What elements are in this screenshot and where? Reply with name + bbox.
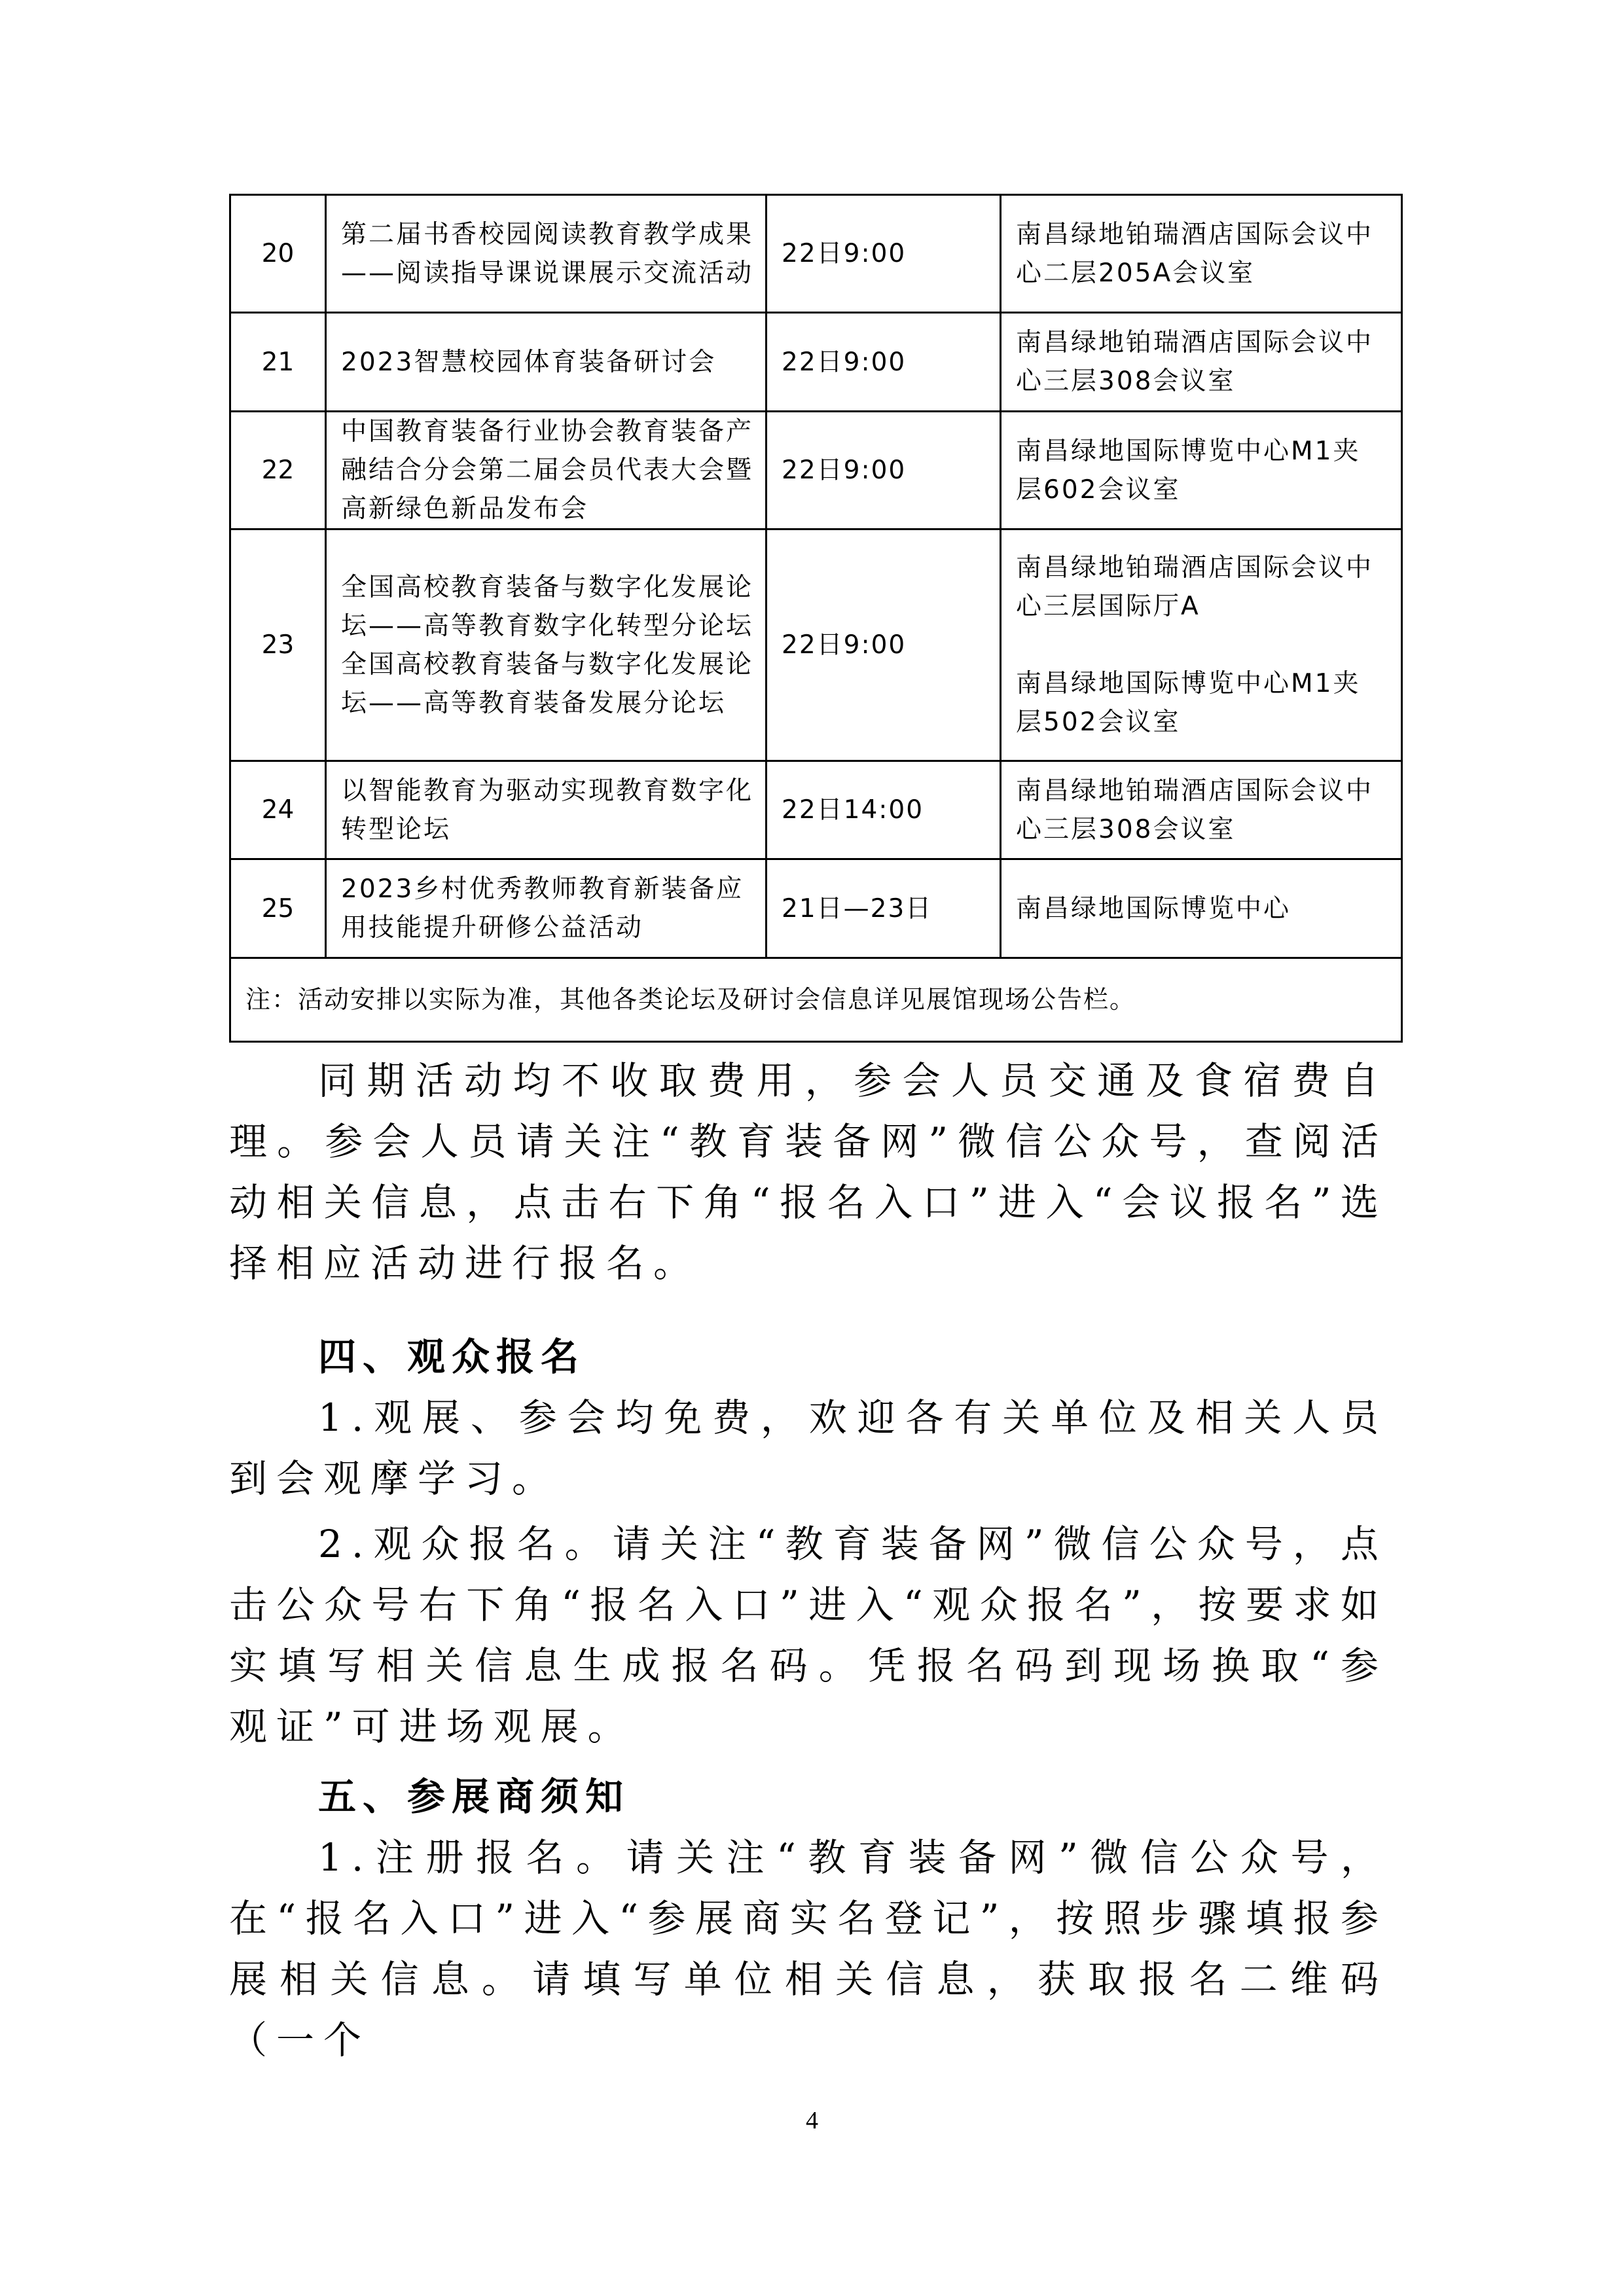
activity-name-line: 全国高校教育装备与数字化发展论坛——高等教育数字化转型分论坛 xyxy=(341,572,754,641)
table-row xyxy=(230,195,1402,313)
page-number: 4 xyxy=(806,2107,818,2134)
activity-name: 以智能教育为驱动实现教育数字化转型论坛 xyxy=(326,761,767,859)
activity-name: 2023乡村优秀教师教育新装备应用技能提升研修公益活动 xyxy=(326,859,767,958)
table-row xyxy=(230,313,1402,412)
activity-venue xyxy=(1001,529,1402,761)
row-number: 24 xyxy=(230,761,326,859)
activity-name-line: 全国高校教育装备与数字化发展论坛——高等教育装备发展分论坛 xyxy=(341,649,754,718)
audience-item-1: 1.观展、参会均免费，欢迎各有关单位及相关人员到会观摩学习。 xyxy=(229,1395,1388,1501)
row-number: 20 xyxy=(230,195,326,313)
activity-venue: 南昌绿地铂瑞酒店国际会议中心三层308会议室 xyxy=(1001,313,1402,412)
row-number: 22 xyxy=(230,412,326,529)
activity-time: 22日9:00 xyxy=(767,195,1001,313)
activity-time: 22日9:00 xyxy=(767,529,1001,761)
activity-schedule-table xyxy=(229,194,1403,1043)
table-row xyxy=(230,529,1402,761)
activity-name: 2023智慧校园体育装备研讨会 xyxy=(326,313,767,412)
activity-name xyxy=(326,529,767,761)
venue-line: 南昌绿地国际博览中心M1夹层502会议室 xyxy=(1016,669,1361,737)
activity-time: 22日9:00 xyxy=(767,412,1001,529)
row-number: 23 xyxy=(230,529,326,761)
table-row xyxy=(230,859,1402,958)
row-number: 21 xyxy=(230,313,326,412)
activity-name: 中国教育装备行业协会教育装备产融结合分会第二届会员代表大会暨高新绿色新品发布会 xyxy=(326,412,767,529)
section-heading-audience-registration: 四、观众报名 xyxy=(318,1335,586,1379)
venue-spacer xyxy=(1016,626,1388,664)
activity-venue: 南昌绿地铂瑞酒店国际会议中心三层308会议室 xyxy=(1001,761,1402,859)
audience-item-2: 2.观众报名。请关注“教育装备网”微信公众号，点击公众号右下角“报名入口”进入“观众报名”，按要求如实填写相关信息生成报名码。凭报名码到现场换取“参观证”可进场观展。 xyxy=(229,1522,1388,1749)
activity-time: 21日—23日 xyxy=(767,859,1001,958)
section-heading-exhibitor-notice: 五、参展商须知 xyxy=(318,1774,630,1819)
activity-time: 22日9:00 xyxy=(767,313,1001,412)
table-note-row xyxy=(230,958,1402,1042)
exhibitor-item-1: 1.注册报名。请关注“教育装备网”微信公众号，在“报名入口”进入“参展商实名登记”，按照步骤填报参展相关信息。请填写单位相关信息，获取报名二维码（一个 xyxy=(229,1835,1388,2062)
activity-venue: 南昌绿地国际博览中心 xyxy=(1001,859,1402,958)
fee-paragraph: 同期活动均不收取费用，参会人员交通及食宿费自理。参会人员请关注“教育装备网”微信公众号，查阅活动相关信息，点击右下角“报名入口”进入“会议报名”选择相应活动进行报名。 xyxy=(229,1058,1388,1285)
venue-line: 南昌绿地铂瑞酒店国际会议中心三层国际厅A xyxy=(1016,553,1374,621)
activity-venue: 南昌绿地铂瑞酒店国际会议中心二层205A会议室 xyxy=(1001,195,1402,313)
table-note: 注：活动安排以实际为准，其他各类论坛及研讨会信息详见展馆现场公告栏。 xyxy=(230,958,1402,1042)
activity-venue: 南昌绿地国际博览中心M1夹层602会议室 xyxy=(1001,412,1402,529)
table-row xyxy=(230,761,1402,859)
activity-name: 第二届书香校园阅读教育教学成果——阅读指导课说课展示交流活动 xyxy=(326,195,767,313)
table-row xyxy=(230,412,1402,529)
activity-time: 22日14:00 xyxy=(767,761,1001,859)
row-number: 25 xyxy=(230,859,326,958)
